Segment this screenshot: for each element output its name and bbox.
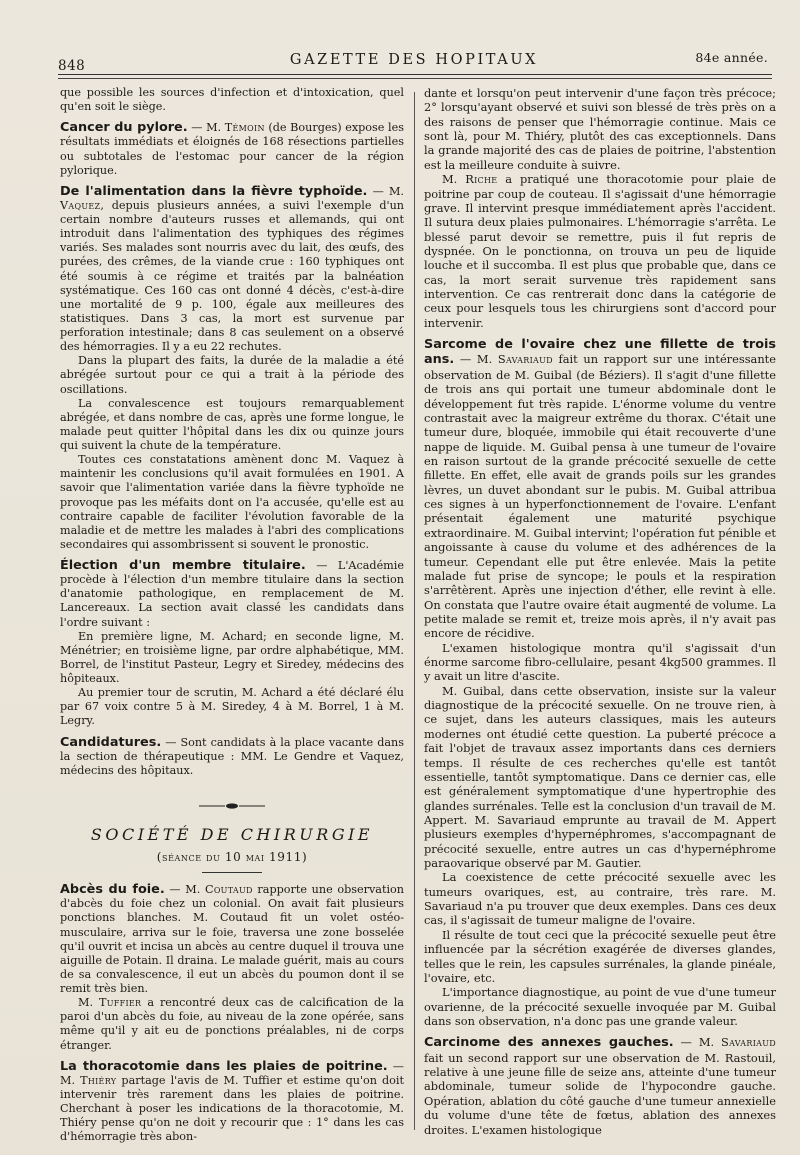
right-column (424, 86, 776, 1137)
journal-title: GAZETTE DES HOPITAUX (289, 52, 539, 68)
header-rule-thin (58, 78, 772, 79)
article-abces-foie: Abcès du foie. — M. Coutaud rapporte une observation d'abcès du foie chez un colonial. On avait fait plusieurs ponctions blanches. M. Coutaud fit un volet ostéo-musculaire, arriva sur le foie, traversa une zone bosselée qu'il ouvrit et incisa un abcès au centre duquel il trouva une aiguille de Potain. Il draina. Le malade guérit, mais au cours de sa convalescence, il eut un abcès du poumon dont il se remit très bien. (60, 882, 404, 995)
year-label: 84e année. (695, 50, 768, 65)
session-date: (séance du 10 mai 1911) (156, 850, 308, 864)
paragraph: Toutes ces constatations amènent donc M. Vaquez à maintenir les conclusions qu'il avait formulées en 1901. A savoir que l'alimentation variée dans la fièvre typhoïde ne provoque pas les méfaits dont on l'a accusée, qu'elle est au contraire capable de faciliter l'évolution favorable de la maladie et de mettre les malades à l'abri des complications secondaires qui assombrissent si souvent le pronostic. (60, 453, 404, 551)
left-column (60, 86, 404, 1144)
society-title: SOCIÉTÉ DE CHIRURGIE (90, 824, 374, 844)
author-name: Tuffier (98, 996, 142, 1010)
section-heading: La thoracotomie dans les plaies de poitrine. (60, 1058, 388, 1074)
page-number: 848 (58, 58, 86, 74)
paragraph: M. Riche a pratiqué une thoracotomie pour plaie de poitrine par coup de couteau. Il s'agissait d'une hémorragie grave. Il intervint presque immédiatement après l'accident. Il sutura deux plaies pulmonaires. L'hémorragie s'arrêta. Le blessé parut devoir se remettre, puis il fut repris de dyspnée. On le ponctionna, on trouva un peu de liquide louche et il succomba. Il est plus que probable que, dans ce cas, la mort serait survenue très rapidement sans intervention. Ce cas rentrerait donc dans la catégorie de ceux pour lesquels tous les chirurgiens sont d'accord pour intervenir. (424, 172, 777, 330)
article-alimentation: De l'alimentation dans la fièvre typhoïde. — M. Vaquez, depuis plusieurs années, a suivi l'exemple d'un certain nombre d'auteurs russes et allemands, qui ont introduit dans l'alimentation des typhiques des régimes variés. Ses malades sont nourris avec du lait, des œufs, des purées, des crêmes, de la viande crue : 160 typhiques ont été soumis à ce régime et traités par la balnéation systématique. Ces 160 cas ont donné 4 décès, c'est-à-dire une mortalité de 9 p. 100, égale aux meilleures des statistiques. Dans 3 cas, la mort est survenue par perforation intestinale; dans 8 cas seulement on a observé des hémorragies. Il y a eu 22 rechutes. (60, 183, 404, 354)
article-carcinome: Carcinome des annexes gauches. — M. Savariaud fait un second rapport sur une observation de M. Rastouil, relative à une jeune fille de seize ans, atteinte d'une tumeur abdominale, tumeur solide de l'hypocondre gauche. Opération, ablation du côté gauche d'une tumeur annexielle du volume d'une tête de fœtus, ablation des annexes droites. L'examen histologique (424, 1035, 776, 1137)
author-name: Riche (465, 172, 498, 187)
paragraph: dante et lorsqu'on peut intervenir d'une façon très précoce; 2° lorsqu'ayant observé et suivi son blessé de très près on a des raisons de penser que l'hémorragie continue. Mais ce sont là, pour M. Thiéry, plutôt des cas exceptionnels. Dans la grande majorité des cas de plaies de poitrine, l'abstention est la meilleure conduite à suivre. (424, 86, 776, 172)
author-name: Savariaud (720, 1035, 776, 1050)
article-thoracotomie: La thoracotomie dans les plaies de poitrine. — M. Thiéry partage l'avis de M. Tuffier et estime qu'on doit intervenir très rarement dans les plaies de poitrine. Cherchant à poser les indications de la thoracotomie, M. Thiéry pense qu'on ne doit y recourir que : 1° dans les cas d'hémorragie très abon- (60, 1058, 404, 1144)
paragraph: M. Tuffier a rencontré deux cas de calcification de la paroi d'un abcès du foie, au niveau de la zone opérée, sans même qu'il y ait eu de ponctions préalables, ni de corps étranger. (60, 996, 404, 1052)
paragraph: L'examen histologique montra qu'il s'agissait d'un énorme sarcome fibro-cellulaire, pesant 4kg500 grammes. Il y avait un litre d'ascite. (424, 640, 776, 684)
paragraph: que possible les sources d'infection et d'intoxication, quel qu'en soit le siège. (60, 86, 404, 114)
author-name: Vaquez (60, 198, 101, 212)
author-name: Savariaud (497, 352, 553, 367)
paragraph: Il résulte de tout ceci que la précocité sexuelle peut être influencée par la sécrétion exagérée de diverses glandes, telles que le rein, les capsules surrénales, la glande pinéale, l'ovaire, etc. (424, 927, 776, 985)
paragraph: L'importance diagnostique, au point de vue d'une tumeur ovarienne, de la précocité sexuelle invoquée par M. Guibal dans son observation, n'a donc pas une grande valeur. (424, 985, 776, 1028)
paragraph: La coexistence de cette précocité sexuelle avec les tumeurs ovariques, est, au contraire, très rare. M. Savariaud n'a pu trouver que deux exemples. Dans ces deux cas, il s'agissait de tumeur maligne de l'ovaire. (424, 870, 776, 928)
society-header (60, 802, 404, 873)
author-name: Thiéry (80, 1073, 117, 1087)
section-heading: Carcinome des annexes gauches. (424, 1035, 674, 1051)
author-name: Coutaud (204, 883, 253, 897)
section-heading: Élection d'un membre titulaire. (60, 558, 306, 573)
column-divider (414, 92, 415, 1130)
author-name: Témoin (224, 121, 265, 135)
header-rule (58, 74, 772, 75)
short-rule (202, 872, 262, 873)
article-candidatures: Candidatures. — Sont candidats à la place vacante dans la section de thérapeutique : MM. Le Gendre et Vaquez, médecins des hôpitaux. (60, 734, 404, 777)
paragraph: Au premier tour de scrutin, M. Achard a été déclaré élu par 67 voix contre 5 à M. Siredey, 4 à M. Borrel, 1 à M. Legry. (60, 686, 404, 728)
article-sarcome-ovaire: Sarcome de l'ovaire chez une fillette de trois ans. — M. Savariaud fait un rapport sur une intéressante observation de M. Guibal (de Béziers). Il s'agit d'une fillette de trois ans qui portait une tumeur abdominale dont le développement fut très rapide. L'énorme volume du ventre contrastait avec la maigreur extrême du thorax. C'était une tumeur dure, bloquée, immobile qui était recouverte d'une nappe de liquide. M. Guibal pensa à une tumeur de l'ovaire en raison surtout de la grande précocité sexuelle de cette fillette. En effet, elle avait de grands poils sur les grandes lèvres, un duvet abondant sur le pubis. M. Guibal attribua ces signes à un hyperfonctionnement de l'ovaire. L'enfant présentait également une maturité psychique extraordinaire. M. Guibal intervint; l'opération fut pénible et angoissante à cause du volume et des adhérences de la tumeur. Cependant elle put être enlevée. Mais la petite malade fut prise de syncope; le pouls et la respiration s'arrêtèrent. Après une injection d'éther, elle revint à elle. On constata que l'autre ovaire était augmenté de volume. La petite malade se remit et, treize mois après, il n'y avait pas encore de récidive. (424, 337, 777, 641)
paragraph: La convalescence est toujours remarquablement abrégée, et dans nombre de cas, après une forme longue, le malade peut quitter l'hôpital dans les dix ou quinze jours qui suivent la chute de la température. (60, 396, 404, 452)
section-heading: Candidatures. (60, 734, 162, 750)
article-cancer-pylore: Cancer du pylore. — M. Témoin (de Bourges) expose les résultats immédiats et éloignés de 168 résections partielles ou subtotales de l'estomac pour cancer de la région pylorique. (60, 120, 404, 177)
section-heading: De l'alimentation dans la fièvre typhoïde. (60, 183, 368, 199)
article-election: Élection d'un membre titulaire. — L'Académie procède à l'élection d'un membre titulaire dans la section d'anatomie pathologique, en remplacement de M. Lancereaux. La section avait classé les candidats dans l'ordre suivant : (60, 558, 404, 629)
section-heading: Abcès du foie. (60, 882, 165, 898)
paragraph: M. Guibal, dans cette observation, insiste sur la valeur diagnostique de la précocité sexuelle. On ne trouve rien, à ce sujet, dans les auteurs classiques, mais les auteurs modernes ont étudié cette question. La puberté précoce a fait l'objet de travaux assez importants dans ces derniers temps. Il résulte de ces recherches qu'elle est tantôt essentielle, tantôt symptomatique. Dans ce dernier cas, elle est généralement symptomatique d'une hypertrophie des glandes surrénales. Telle est la conclusion d'un travail de M. Appert. M. Savariaud emprunte au travail de M. Appert plusieurs exemples d'hypernéphromes, s'accompagnant de précocité sexuelle, entre autres un cas d'hypernéphrome paraovarique observé par M. Gautier. (424, 683, 776, 871)
section-heading: Sarcome de l'ovaire chez une fillette de trois ans. (424, 337, 776, 368)
paragraph: Dans la plupart des faits, la durée de la maladie a été abrégée surtout pour ce qui a trait à la période des oscillations. (60, 354, 404, 396)
ornament-divider-icon (197, 802, 267, 810)
paragraph: En première ligne, M. Achard; en seconde ligne, M. Ménétrier; en troisième ligne, par ordre alphabétique, MM. Borrel, de l'institut Pasteur, Legry et Siredey, médecins des hôpiteaux. (60, 629, 404, 685)
page-header (58, 48, 770, 72)
section-heading: Cancer du pylore. (60, 120, 188, 136)
